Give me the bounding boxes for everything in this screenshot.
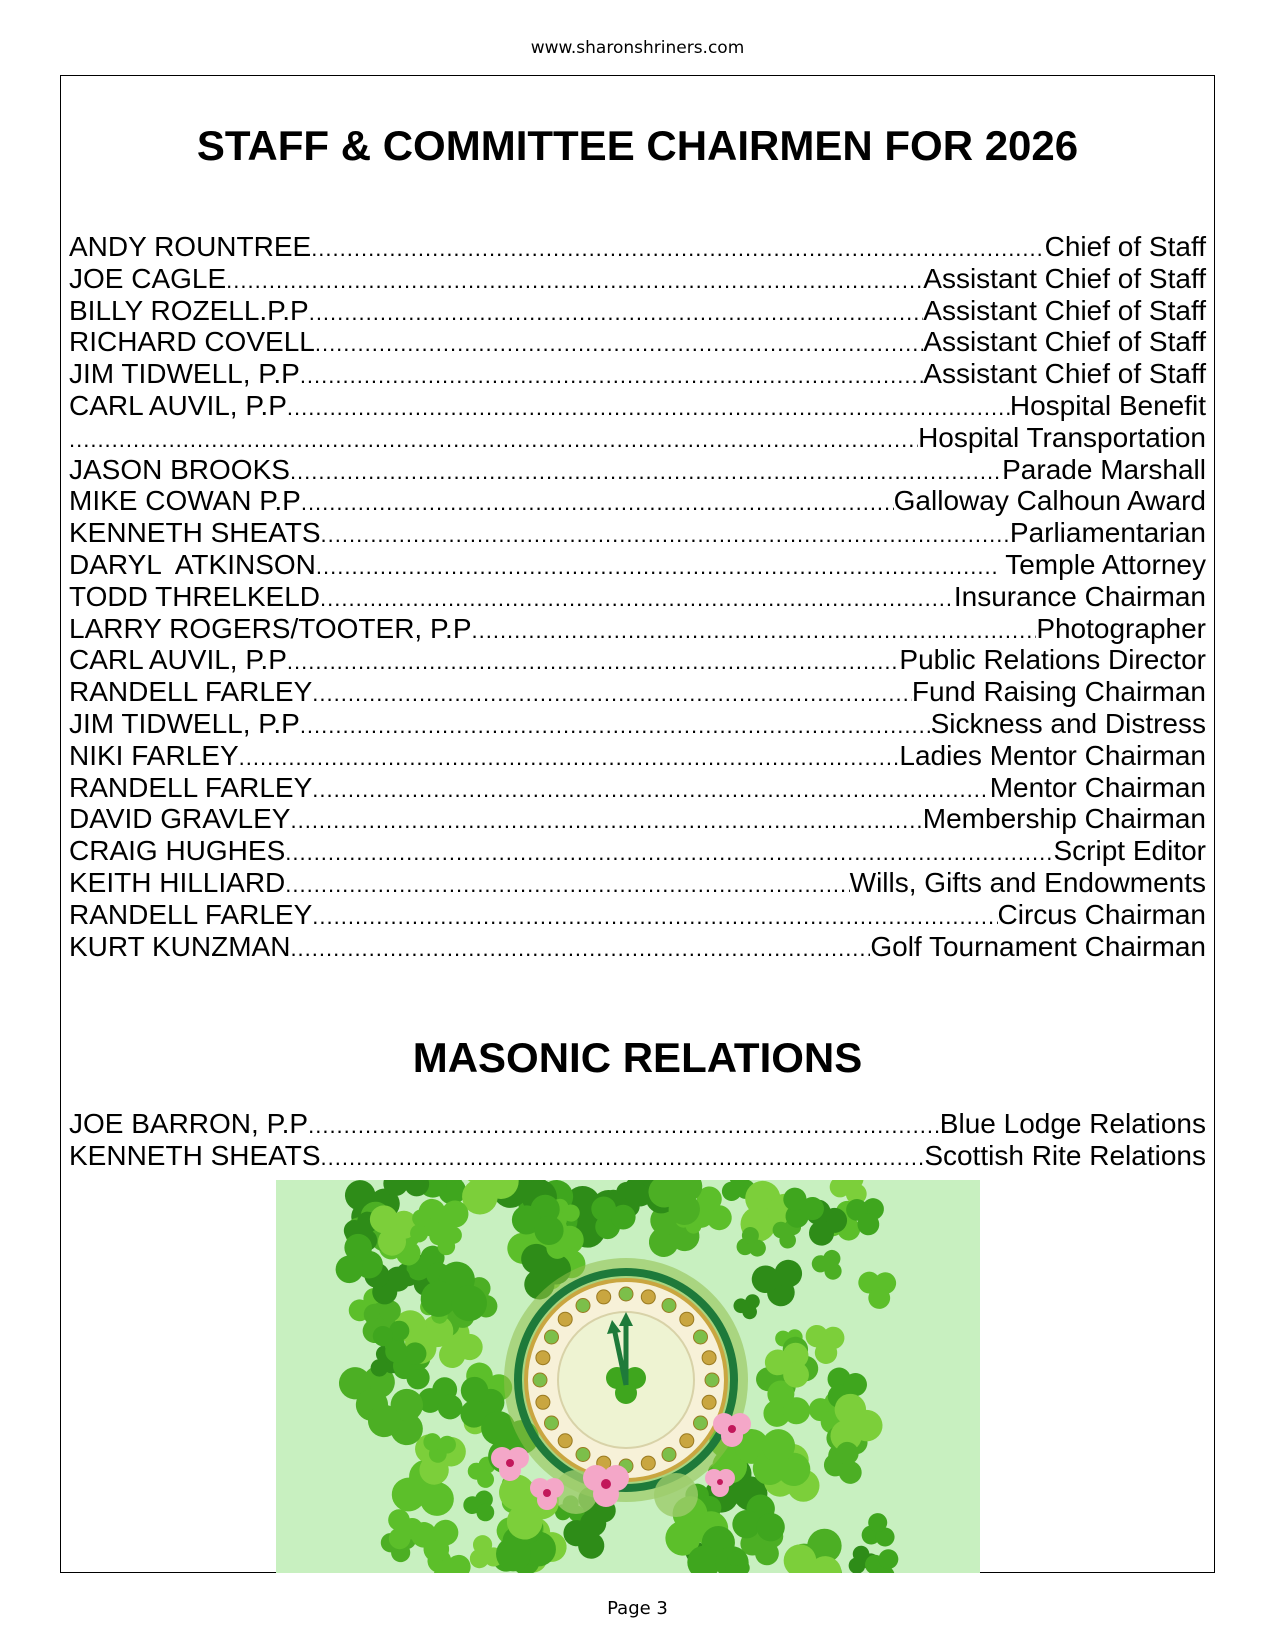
roster-row xyxy=(69,517,1206,549)
dot-leader xyxy=(290,933,870,965)
staff-title: STAFF & COMMITTEE CHAIRMEN FOR 2026 xyxy=(196,122,1079,169)
dot-leader xyxy=(315,328,923,360)
member-name: TODD THRELKELD xyxy=(69,580,321,612)
dot-leader xyxy=(287,392,1010,424)
member-role: Ladies Mentor Chairman xyxy=(899,739,1206,771)
member-name: RANDELL FARLEY xyxy=(69,898,313,930)
member-name: RANDELL FARLEY xyxy=(69,771,313,803)
member-name: JOE BARRON, P.P xyxy=(69,1108,309,1139)
roster-row xyxy=(69,295,1206,327)
roster-row xyxy=(69,485,1206,517)
dot-leader xyxy=(285,869,849,901)
dot-leader xyxy=(239,742,900,774)
member-name: DARYL ATKINSON xyxy=(69,548,316,580)
roster-row xyxy=(69,708,1206,740)
member-role: Chief of Staff xyxy=(1044,231,1206,262)
member-role: Galloway Calhoun Award xyxy=(893,485,1206,517)
member-role: Hospital Transportation xyxy=(918,421,1206,453)
roster-row xyxy=(69,549,1206,581)
member-role: Assistant Chief of Staff xyxy=(923,262,1206,294)
member-role: Circus Chairman xyxy=(997,898,1206,930)
shamrock-clock-icon xyxy=(276,1180,980,1573)
clock-face xyxy=(504,1258,748,1502)
roster-row xyxy=(69,263,1206,295)
dot-leader xyxy=(300,360,923,392)
staff-roster xyxy=(69,231,1206,962)
member-name: LARRY ROGERS/TOOTER, P.P xyxy=(69,612,472,644)
member-role: Parliamentarian xyxy=(1009,517,1206,549)
roster-row xyxy=(69,454,1206,486)
member-name: BILLY ROZELL.P.P xyxy=(69,294,309,326)
dot-leader xyxy=(69,424,918,456)
roster-row xyxy=(69,422,1206,454)
content-frame xyxy=(60,75,1215,1573)
page-number: Page 3 xyxy=(607,1598,668,1619)
roster-row xyxy=(69,931,1206,963)
roster-row xyxy=(69,835,1206,867)
dot-leader xyxy=(287,646,900,678)
dot-leader xyxy=(301,487,894,519)
dot-leader xyxy=(312,774,989,806)
member-name: CARL AUVIL, P.P xyxy=(69,389,287,421)
dot-leader xyxy=(290,456,1002,488)
member-role: Sickness and Distress xyxy=(930,707,1206,739)
masonic-title: MASONIC RELATIONS xyxy=(412,1034,863,1081)
dot-leader xyxy=(321,1142,925,1174)
roster-row xyxy=(69,772,1206,804)
roster-row xyxy=(69,1108,1206,1140)
roster-row xyxy=(69,644,1206,676)
member-name: CARL AUVIL, P.P xyxy=(69,644,287,676)
roster-row xyxy=(69,740,1206,772)
dot-leader xyxy=(320,583,954,615)
member-name: DAVID GRAVLEY xyxy=(69,803,291,835)
member-name: JOE CAGLE xyxy=(69,262,227,294)
roster-row xyxy=(69,581,1206,613)
member-name: CRAIG HUGHES xyxy=(69,835,286,867)
member-role: Insurance Chairman xyxy=(953,580,1206,612)
member-role: Mentor Chairman xyxy=(989,771,1206,803)
dot-leader xyxy=(316,551,998,583)
member-name: RICHARD COVELL xyxy=(69,326,315,358)
roster-row xyxy=(69,867,1206,899)
dot-leader xyxy=(472,615,1037,647)
member-name: KURT KUNZMAN xyxy=(69,930,291,962)
member-name: JIM TIDWELL, P.P xyxy=(69,358,300,390)
member-name: ANDY ROUNTREE xyxy=(69,231,312,262)
shamrock-clock-illustration xyxy=(276,1180,980,1573)
dot-leader xyxy=(226,265,923,297)
member-role: Photographer xyxy=(1036,612,1206,644)
site-url[interactable]: www.sharonshriners.com xyxy=(530,38,745,58)
member-name: KENNETH SHEATS xyxy=(69,517,321,549)
member-role: Membership Chairman xyxy=(922,803,1206,835)
member-name: NIKI FARLEY xyxy=(69,739,239,771)
dot-leader xyxy=(321,519,1010,551)
roster-row xyxy=(69,390,1206,422)
dot-leader xyxy=(312,901,997,933)
member-role: Golf Tournament Chairman xyxy=(870,930,1206,962)
member-name: JASON BROOKS xyxy=(69,453,290,485)
member-role: Scottish Rite Relations xyxy=(924,1139,1206,1171)
member-role: Hospital Benefit xyxy=(1009,389,1206,421)
member-name: KEITH HILLIARD xyxy=(69,866,286,898)
member-role: Script Editor xyxy=(1053,835,1206,867)
roster-row xyxy=(69,326,1206,358)
member-role: Assistant Chief of Staff xyxy=(923,358,1206,390)
member-name: RANDELL FARLEY xyxy=(69,676,313,708)
dot-leader xyxy=(309,297,924,329)
member-role: Assistant Chief of Staff xyxy=(923,294,1206,326)
roster-row xyxy=(69,358,1206,390)
roster-row xyxy=(69,1140,1206,1172)
roster-row xyxy=(69,613,1206,645)
member-role: Assistant Chief of Staff xyxy=(923,326,1206,358)
dot-leader xyxy=(290,805,922,837)
roster-row xyxy=(69,676,1206,708)
dot-leader xyxy=(285,837,1053,869)
dot-leader xyxy=(308,1110,940,1142)
roster-row xyxy=(69,803,1206,835)
roster-row xyxy=(69,899,1206,931)
member-name: MIKE COWAN P.P xyxy=(69,485,301,517)
member-name: JIM TIDWELL, P.P xyxy=(69,707,300,739)
dot-leader xyxy=(312,678,912,710)
member-role: Temple Attorney xyxy=(997,548,1206,580)
member-name: KENNETH SHEATS xyxy=(69,1139,321,1171)
member-role: Fund Raising Chairman xyxy=(911,676,1206,708)
member-role: Wills, Gifts and Endowments xyxy=(849,866,1206,898)
member-role: Parade Marshall xyxy=(1002,453,1206,485)
masonic-roster xyxy=(69,1108,1206,1172)
member-role: Public Relations Director xyxy=(899,644,1206,676)
member-role: Blue Lodge Relations xyxy=(939,1108,1206,1139)
dot-leader xyxy=(311,233,1044,265)
roster-row xyxy=(69,231,1206,263)
dot-leader xyxy=(300,710,931,742)
